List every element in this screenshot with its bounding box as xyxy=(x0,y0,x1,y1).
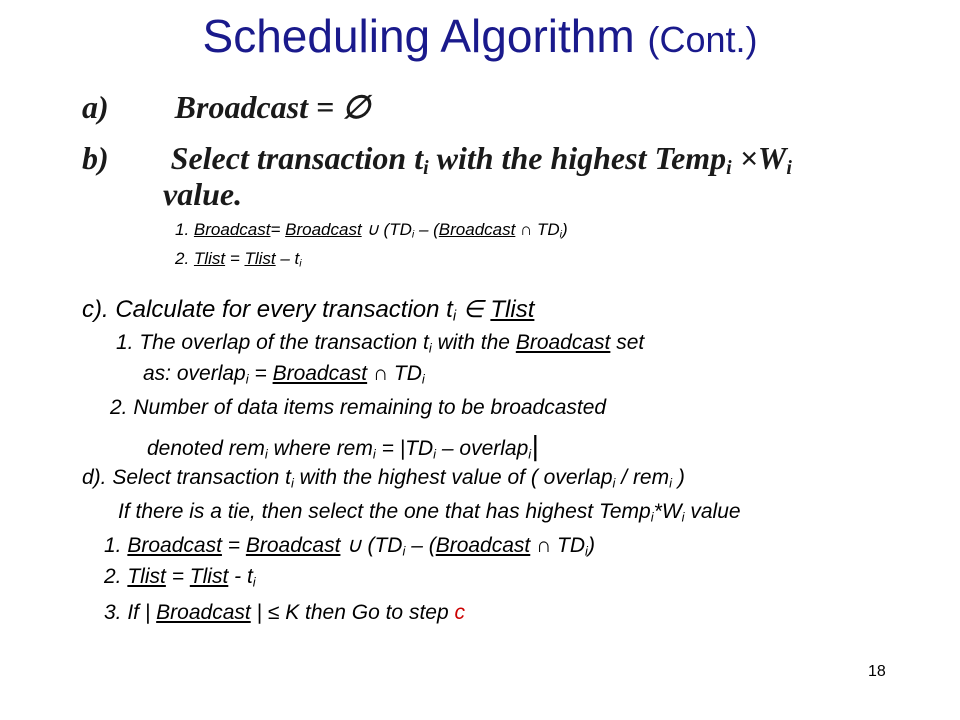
step-d-l1-sub: i xyxy=(290,475,294,491)
sub-b-item2-e: i xyxy=(299,257,302,270)
step-a-label: a) xyxy=(82,89,109,125)
sub-b-item1-b: = xyxy=(270,220,286,239)
step-a xyxy=(82,88,370,126)
step-d-l4-d: Tlist xyxy=(189,565,229,588)
step-d-l5-c: | ≤ K then Go to step xyxy=(250,601,455,624)
step-d-l4-b: Tlist xyxy=(127,565,166,588)
step-d-l1-b: with the highest value of ( overlap xyxy=(293,466,613,489)
step-d-l2-a: If there is a tie, then select the one that has highest Temp xyxy=(118,500,651,523)
step-d-line-4 xyxy=(104,565,256,589)
step-c-head-c: Tlist xyxy=(490,296,535,323)
step-c-head-b: ∈ xyxy=(456,296,491,323)
step-d-l3-b: Broadcast xyxy=(127,534,222,557)
step-c-l2-a: as: overlap xyxy=(143,362,246,385)
step-c-l2-c: Broadcast xyxy=(272,362,368,385)
step-b-item-2 xyxy=(175,249,302,269)
step-c-l4-e: | xyxy=(531,430,539,461)
step-d-l2-b: *W xyxy=(653,500,682,523)
step-b-value: value. xyxy=(163,176,243,212)
step-c-line-1 xyxy=(116,331,644,355)
step-c-l4-sub: i xyxy=(264,446,268,462)
step-d-l3-sub2: i xyxy=(585,543,588,559)
step-c-l4-sub3: i xyxy=(433,446,437,462)
sub-b-item1-f: – ( xyxy=(414,220,439,239)
title-suffix: (Cont.) xyxy=(647,19,758,60)
step-c-l2-d: ∩ TD xyxy=(367,362,422,385)
sub-b-item1-a: Broadcast xyxy=(193,220,271,239)
step-c-line-2 xyxy=(143,362,425,386)
step-c-l4-b: where rem xyxy=(267,437,373,460)
step-d-line-1 xyxy=(82,466,685,490)
step-b-sub: i xyxy=(423,156,429,179)
step-d-l2-c: value xyxy=(684,500,741,523)
step-d-l4-e: - t xyxy=(228,565,253,588)
step-d-l5-d: c xyxy=(454,601,465,624)
step-d-line-2 xyxy=(118,500,741,524)
step-c-line-3: 2. Number of data items remaining to be broadcasted xyxy=(110,396,607,419)
page-number: 18 xyxy=(868,663,886,680)
sub-b-item1-g: Broadcast xyxy=(438,220,516,239)
step-d-l2-sub2: i xyxy=(681,509,685,525)
step-d-l3-a: 1. xyxy=(104,534,128,557)
step-c-line-4 xyxy=(147,430,538,462)
step-d-l4-sub: i xyxy=(252,574,256,590)
step-b-item-1 xyxy=(175,220,568,240)
step-c-l2-b: = xyxy=(248,362,273,385)
step-c-l4-a: denoted rem xyxy=(147,437,265,460)
step-d-line-5 xyxy=(104,601,465,625)
sub-b-item1-j: ) xyxy=(562,220,568,239)
step-d-l3-h: ∩ TD xyxy=(530,534,586,557)
step-d-l5-b: Broadcast xyxy=(156,601,251,624)
step-b-label: b) xyxy=(82,140,109,176)
title-main: Scheduling Algorithm xyxy=(202,10,635,62)
sub-b-item1-num: 1. xyxy=(175,220,190,239)
step-d-l1-c: / rem xyxy=(615,466,670,489)
step-d-line-3 xyxy=(104,533,595,558)
step-d-l3-sub: i xyxy=(402,543,406,559)
step-d-l1-a: d). Select transaction t xyxy=(82,466,291,489)
slide-title xyxy=(0,0,960,76)
sub-b-item2-num: 2. xyxy=(175,249,190,268)
step-d-l3-d: Broadcast xyxy=(245,534,341,557)
step-d-l2-sub: i xyxy=(650,509,654,525)
step-c-head-a: c). Calculate for every transaction t xyxy=(82,296,453,323)
sub-b-item1-h: ∩ TD xyxy=(515,220,560,239)
step-b-line1: Select transaction t xyxy=(170,140,424,176)
step-d-l1-sub3: i xyxy=(669,475,673,491)
step-d-l1-sub2: i xyxy=(612,475,616,491)
sub-b-item2-d: – t xyxy=(275,249,300,268)
step-c-l1-sub: i xyxy=(428,340,432,356)
step-c-l1-d: set xyxy=(610,331,645,354)
step-b-sub3: i xyxy=(786,156,792,179)
sub-b-item1-c: Broadcast xyxy=(285,220,362,239)
step-d-l3-i: ) xyxy=(587,534,595,557)
sub-b-item2-b: = xyxy=(225,249,245,268)
step-c-head-sub: i xyxy=(452,308,457,325)
step-d-l1-d: ) xyxy=(672,466,685,489)
step-c-l1-c: Broadcast xyxy=(515,331,611,354)
step-c-l4-c: = |TD xyxy=(375,437,434,460)
step-a-text: Broadcast = ∅ xyxy=(174,89,371,125)
step-c-l1-a: 1. The overlap of the transaction t xyxy=(116,331,429,354)
step-c-l1-b: with the xyxy=(431,331,516,354)
step-c-l2-sub: i xyxy=(245,371,249,387)
sub-b-item1-i: i xyxy=(559,228,563,241)
step-d-l3-e: ∪ (TD xyxy=(340,534,403,557)
step-b-sub2: i xyxy=(726,156,732,179)
step-c-heading xyxy=(82,295,534,324)
step-b-line1c: ×W xyxy=(731,140,787,176)
step-b xyxy=(82,140,792,177)
step-c-l4-sub2: i xyxy=(372,446,376,462)
step-c-l2-sub2: i xyxy=(421,371,425,387)
step-b-line1b: with the highest Temp xyxy=(428,140,727,176)
step-d-l4-a: 2. xyxy=(104,565,128,588)
step-d-l3-c: = xyxy=(221,534,246,557)
sub-b-item1-d: ∪ (TD xyxy=(361,220,412,239)
step-d-l5-a: 3. If | xyxy=(104,601,157,624)
step-d-l3-g: Broadcast xyxy=(435,534,531,557)
sub-b-item2-a: Tlist xyxy=(193,249,226,268)
step-d-l4-c: = xyxy=(165,565,190,588)
step-c-l4-d: – overlap xyxy=(436,437,529,460)
step-c-l4-sub4: i xyxy=(528,446,532,462)
sub-b-item2-c: Tlist xyxy=(244,249,276,268)
sub-b-item1-e: i xyxy=(411,228,415,241)
step-d-l3-f: – ( xyxy=(405,534,436,557)
